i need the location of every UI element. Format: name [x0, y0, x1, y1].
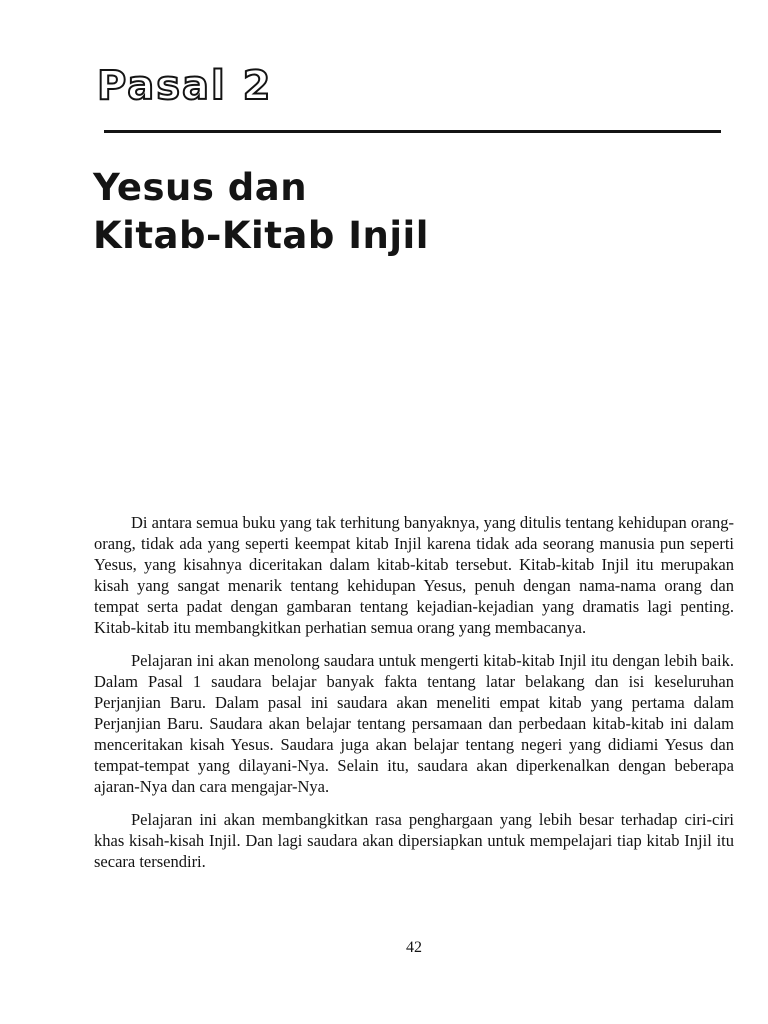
- title-divider: [104, 130, 721, 133]
- paragraph: Pelajaran ini akan menolong saudara untuk mengerti kitab-kitab Injil itu dengan lebih baik. Dalam Pasal 1 saudara belajar banyak fakta tentang latar belakang dan isi keseluruhan Perjanjian Baru. Dalam pasal ini saudara akan meneliti empat kitab yang pertama dalam Perjanjian Baru. Saudara akan belajar tentang persamaan dan perbedaan kitab-kitab ini dalam menceritakan kisah Yesus. Saudara juga akan belajar tentang negeri yang didiami Yesus dan tempat-tempat yang dilayani-Nya. Selain itu, saudara akan diperkenalkan dengan beberapa ajaran-Nya dan cara mengajar-Nya.: [94, 651, 734, 796]
- chapter-title-line-1: Yesus dan: [93, 166, 308, 209]
- body-text: [94, 512, 734, 884]
- chapter-title: [93, 164, 429, 260]
- chapter-label: Pasal 2: [97, 63, 273, 109]
- page-number: 42: [406, 939, 422, 956]
- chapter-title-line-2: Kitab-Kitab Injil: [93, 214, 429, 257]
- paragraph: Pelajaran ini akan membangkitkan rasa penghargaan yang lebih besar terhadap ciri-ciri khas kisah-kisah Injil. Dan lagi saudara akan dipersiapkan untuk mempelajari tiap kitab Injil itu secara tersendiri.: [94, 810, 734, 871]
- paragraph: Di antara semua buku yang tak terhitung banyaknya, yang ditulis tentang kehidupan orang-orang, tidak ada yang seperti keempat kitab Injil karena tidak ada seorang manusia pun seperti Yesus, yang kisahnya diceritakan dalam kitab-kitab tersebut. Kitab-kitab Injil itu merupakan kisah yang sangat menarik tentang kehidupan Yesus, penuh dengan nama-nama orang dan tempat serta padat dengan gambaran tentang kejadian-kejadian yang dramatis lagi penting. Kitab-kitab itu membangkitkan perhatian semua orang yang membacanya.: [94, 513, 734, 637]
